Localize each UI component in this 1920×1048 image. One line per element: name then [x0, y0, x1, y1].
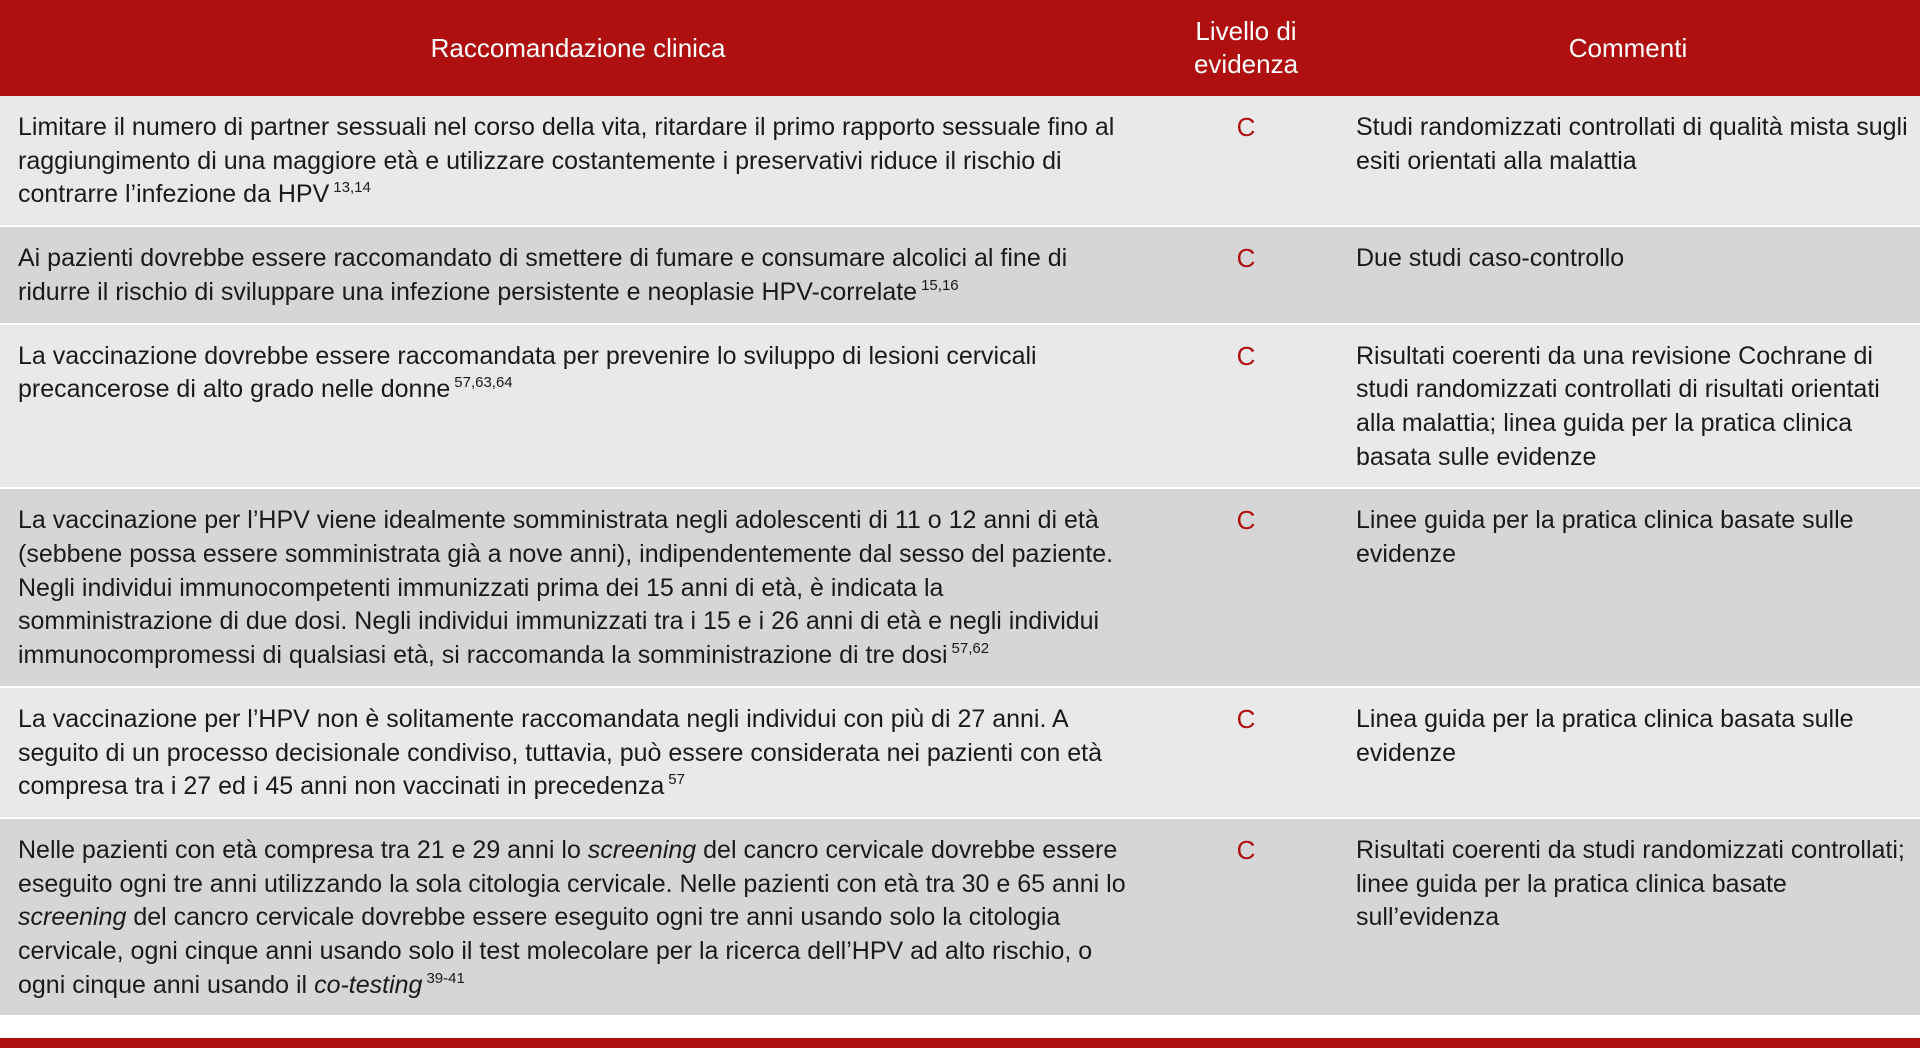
recommendation-text: Limitare il numero di partner sessuali nel corso della vita, ritardare il primo rapporto sessuale fino al raggiungimento di una maggiore età e utilizzare costantemente i preservativi riduce il rischio di contrarre l’infezione da HPV — [18, 113, 1115, 209]
recommendation-cell — [0, 687, 1156, 818]
comment-cell: Linee guida per la pratica clinica basate sulle evidenze — [1336, 488, 1920, 687]
comment-cell: Risultati coerenti da studi randomizzati controllati; linee guida per la pratica clinica basate sull’evidenza — [1336, 818, 1920, 1016]
table-row — [0, 324, 1920, 489]
recommendation-cell — [0, 818, 1156, 1016]
reference-superscript: 57,62 — [951, 640, 990, 658]
header-evidence-level — [1156, 0, 1336, 96]
reference-superscript: 15,16 — [921, 276, 959, 294]
evidence-level-cell: C — [1156, 818, 1336, 1016]
table-row — [0, 96, 1920, 226]
table-row — [0, 818, 1920, 1016]
reference-superscript: 39-41 — [426, 969, 465, 987]
table-header-row — [0, 0, 1920, 96]
comment-cell: Linea guida per la pratica clinica basata sulle evidenze — [1336, 687, 1920, 818]
comment-cell: Risultati coerenti da una revisione Cochrane di studi randomizzati controllati di risultati orientati alla malattia; linea guida per la pratica clinica basata sulle evidenze — [1336, 324, 1920, 489]
reference-superscript: 57 — [668, 771, 685, 789]
table-row — [0, 687, 1920, 818]
recommendation-text: La vaccinazione dovrebbe essere raccomandata per prevenire lo sviluppo di lesioni cervicali precancerose di alto grado nelle donne — [18, 341, 1037, 404]
recommendation-text-part: del cancro cervicale dovrebbe essere eseguito ogni tre anni usando solo la citologia cervicale, ogni cinque anni usando solo il test molecolare per la ricerca dell’HPV ad alto rischio, o ogni cinque anni usando il — [18, 903, 1093, 999]
recommendation-text: Ai pazienti dovrebbe essere raccomandato di smettere di fumare e consumare alcolici al fine di ridurre il rischio di sviluppare una infezione persistente e neoplasie HPV-correlate — [18, 244, 1068, 306]
evidence-level-cell: C — [1156, 488, 1336, 687]
recommendation-text: La vaccinazione per l’HPV viene idealmente somministrata negli adolescenti di 11 o 12 anni di età (sebbene possa essere somministrata già a nove anni), indipendentemente dal sesso del paziente. Negli individui immunocompetenti immunizzati prima dei 15 anni di età, è indicata la somministrazione di due dosi. Negli individui immunizzati tra i 15 e i 26 anni di età e negli individui immunocompromessi di qualsiasi età, si raccomanda la somministrazione di tre dosi — [18, 506, 1114, 670]
recommendation-text-part: del cancro cervicale dovrebbe essere eseguito ogni tre anni utilizzando la sola citologia cervicale. Nelle pazienti con età tra 30 e 65 anni lo — [18, 835, 1126, 898]
evidence-level-cell: C — [1156, 324, 1336, 489]
recommendation-cell — [0, 96, 1156, 226]
evidence-level-cell: C — [1156, 96, 1336, 226]
recommendation-cell — [0, 324, 1156, 489]
recommendation-text-italic: screening — [587, 835, 697, 864]
comment-cell: Due studi caso-controllo — [1336, 226, 1920, 323]
table-row — [0, 226, 1920, 323]
recommendation-text-italic: co-testing — [314, 970, 423, 999]
recommendation-cell — [0, 226, 1156, 323]
comment-cell: Studi randomizzati controllati di qualità mista sugli esiti orientati alla malattia — [1336, 96, 1920, 226]
evidence-level-cell: C — [1156, 687, 1336, 818]
recommendation-text-italic: screening — [18, 903, 127, 932]
reference-superscript: 57,63,64 — [454, 374, 513, 392]
recommendation-text: La vaccinazione per l’HPV non è solitamente raccomandata negli individui con più di 27 anni. A seguito di un processo decisionale condiviso, tuttavia, può essere considerata nei pazienti con età compresa tra i 27 ed i 45 anni non vaccinati in precedenza — [18, 704, 1103, 801]
recommendation-text-part: Nelle pazienti con età compresa tra 21 e 29 anni lo — [18, 835, 588, 864]
header-comments: Commenti — [1336, 0, 1920, 96]
bottom-border-bar — [0, 1038, 1920, 1048]
header-recommendation: Raccomandazione clinica — [0, 0, 1156, 96]
evidence-level-cell: C — [1156, 226, 1336, 323]
reference-superscript: 13,14 — [333, 179, 371, 197]
table-row — [0, 488, 1920, 687]
recommendation-cell — [0, 488, 1156, 687]
header-evidence-level-line2: evidenza — [1193, 49, 1299, 79]
header-evidence-level-line1: Livello di — [1195, 16, 1297, 46]
